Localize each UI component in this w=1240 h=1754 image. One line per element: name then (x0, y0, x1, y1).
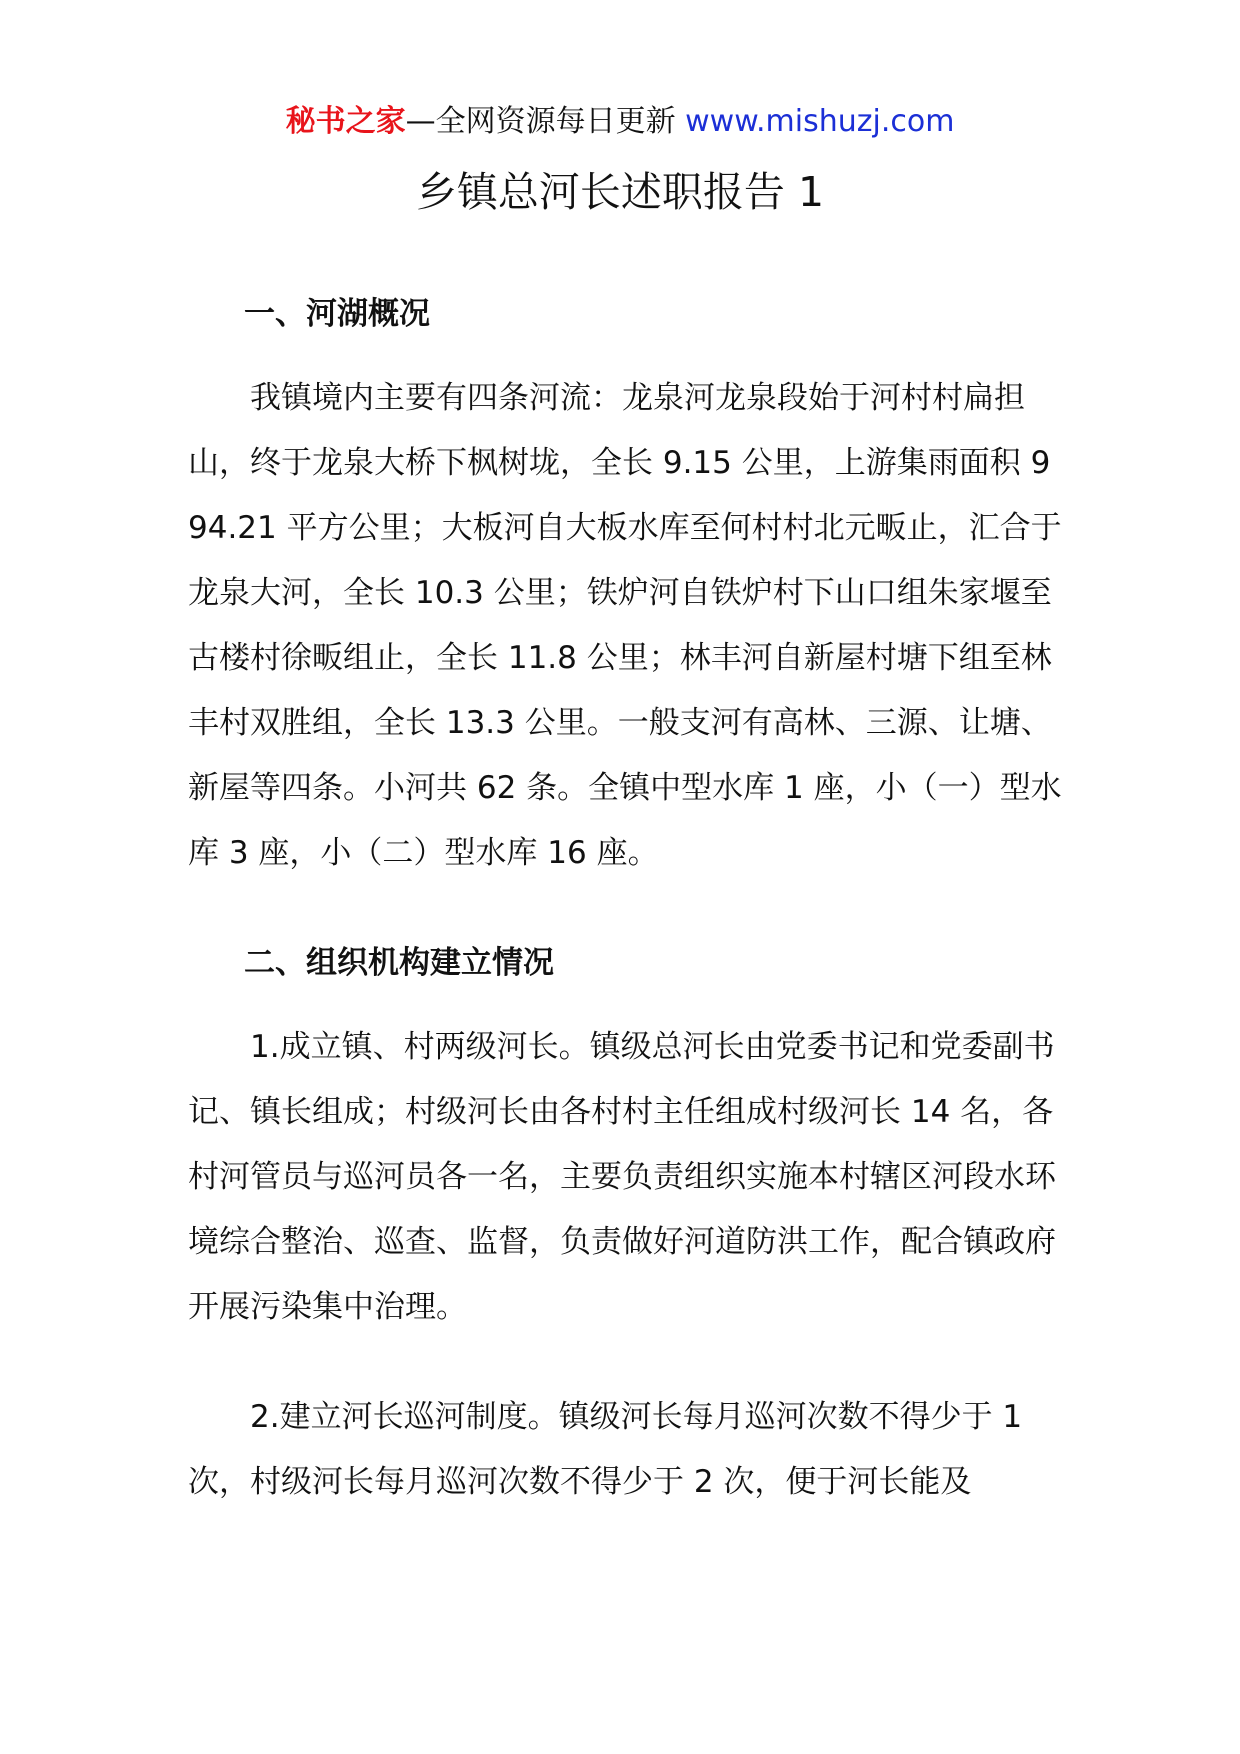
paragraph: 2.建立河长巡河制度。镇级河长每月巡河次数不得少于 1 次，村级河长每月巡河次数不得少于 2 次，便于河长能及 (188, 1399, 1023, 1500)
site-header (0, 100, 1240, 144)
site-url-link[interactable]: www.mishuzj.com (685, 104, 955, 139)
section-heading: 二、组织机构建立情况 (244, 945, 554, 981)
site-tagline: —全网资源每日更新 (405, 104, 686, 139)
paragraph: 我镇境内主要有四条河流：龙泉河龙泉段始于河村村扁担山，终于龙泉大桥下枫树垅，全长 9.15 公里，上游集雨面积 994.21 平方公里；大板河自大板水库至何村村北元畈止，汇合于龙泉大河，全长 10.3 公里；铁炉河自铁炉村下山口组朱家堰至古楼村徐畈组止，全长 11.8 公里；林丰河自新屋村塘下组至林丰村双胜组，全长 13.3 公里。一般支河有高林、三源、让塘、新屋等四条。小河共 62 条。全镇中型水库 1 座，小（一）型水库 3 座，小（二）型水库 16 座。 (188, 380, 1062, 871)
section-heading: 一、河湖概况 (244, 296, 430, 332)
document-body (188, 282, 1068, 1515)
paragraph: 1.成立镇、村两级河长。镇级总河长由党委书记和党委副书记、镇长组成；村级河长由各村村主任组成村级河长 14 名，各村河管员与巡河员各一名，主要负责组织实施本村辖区河段水环境综合整治、巡查、监督，负责做好河道防洪工作，配合镇政府开展污染集中治理。 (188, 1029, 1056, 1325)
brand-name: 秘书之家 (285, 104, 406, 139)
document-title: 乡镇总河长述职报告 1 (415, 168, 825, 216)
